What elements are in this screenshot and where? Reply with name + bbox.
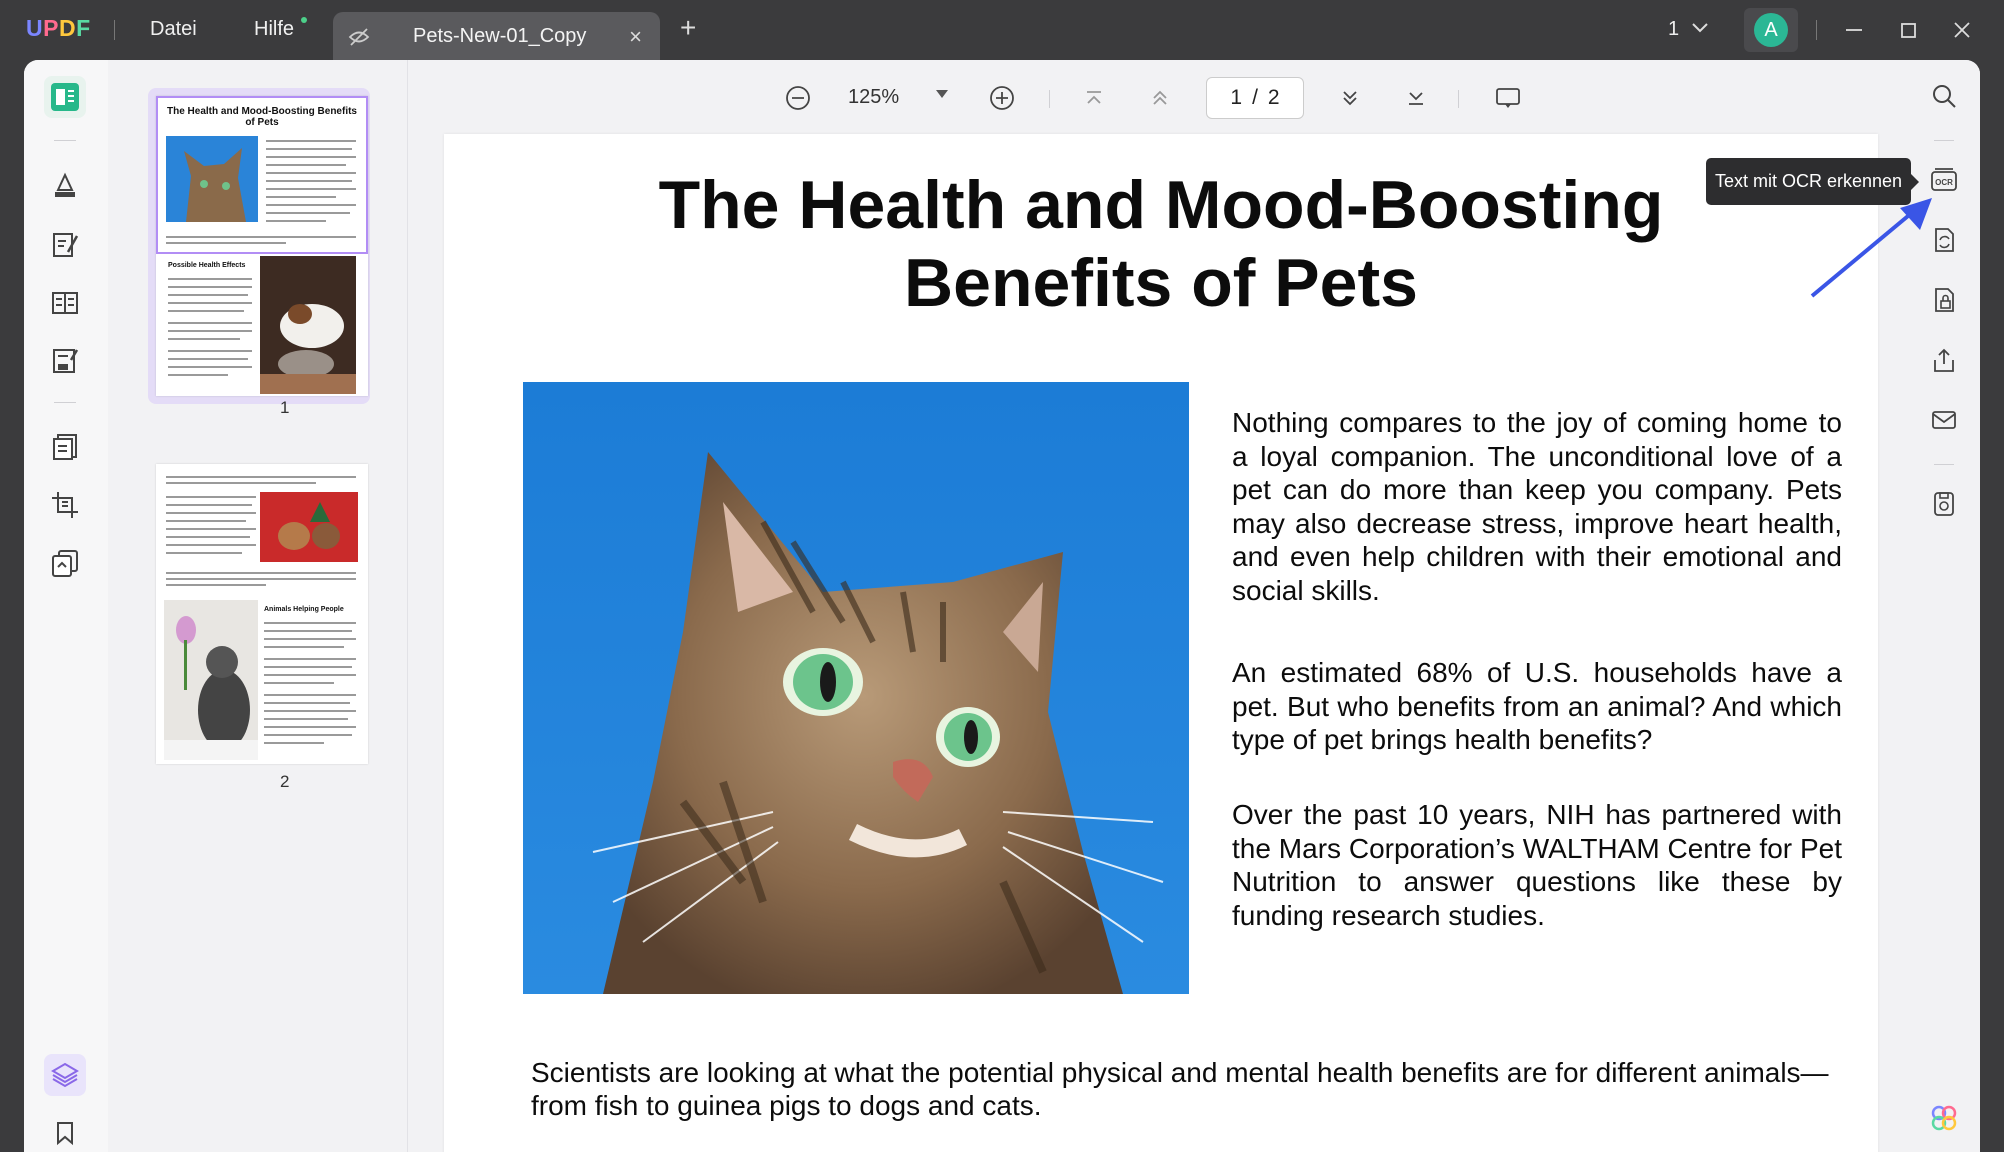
bookmark-icon — [52, 1120, 78, 1146]
thumbnail-page-number: 2 — [280, 772, 290, 791]
layers-button[interactable] — [44, 1054, 86, 1096]
maximize-icon[interactable] — [1892, 14, 1924, 46]
minimize-icon[interactable] — [1838, 14, 1870, 46]
document-tab-icon — [347, 25, 371, 49]
zoom-level[interactable]: 125% — [848, 86, 900, 108]
bottom-paragraph: Scientists are looking at what the potential physical and mental health benefits are for different animals—from fish to guinea pigs to dogs and cats. — [531, 1057, 1829, 1121]
new-tab-button[interactable]: + — [680, 12, 697, 43]
organize-pages-button[interactable] — [44, 426, 86, 468]
first-page-icon[interactable] — [1080, 84, 1108, 112]
ai-assistant-button[interactable] — [1926, 1100, 1962, 1136]
toolbar-separator — [54, 140, 76, 141]
crop-tool-button[interactable] — [44, 484, 86, 526]
layers-icon — [50, 1060, 80, 1090]
left-toolbar — [24, 60, 108, 1152]
page-separator: / — [1252, 86, 1258, 109]
document-title — [444, 166, 1878, 322]
previous-page-icon[interactable] — [1146, 84, 1174, 112]
last-page-icon[interactable] — [1402, 84, 1430, 112]
toolbar-separator — [1934, 464, 1954, 465]
svg-text:OCR: OCR — [1935, 178, 1953, 187]
document-title-line-1: The Health and Mood-Boosting — [658, 167, 1664, 243]
menu-file[interactable]: Datei — [150, 18, 197, 40]
ai-assistant-icon — [1929, 1103, 1959, 1133]
title-bar — [0, 0, 2004, 60]
thumbnail-page-1-preview — [156, 96, 368, 396]
ocr-button[interactable] — [1926, 162, 1962, 198]
ocr-tooltip: Text mit OCR erkennen — [1706, 158, 1911, 205]
highlighter-icon — [50, 170, 80, 200]
thumbnail-cat-flowers-image — [164, 600, 258, 760]
edit-pdf-button[interactable] — [44, 224, 86, 266]
edit-icon — [50, 230, 80, 260]
share-icon — [1930, 346, 1958, 374]
next-page-icon[interactable] — [1336, 84, 1364, 112]
crop-icon — [50, 490, 80, 520]
thumbnail-heading: Animals Helping People — [264, 606, 344, 613]
form-icon — [50, 346, 80, 376]
presentation-icon[interactable] — [1494, 84, 1522, 112]
current-page: 1 — [1230, 86, 1243, 109]
share-button[interactable] — [1926, 342, 1962, 378]
avatar: A — [1754, 13, 1788, 47]
thumbnail-panel — [108, 60, 408, 1152]
bookmark-button[interactable] — [44, 1112, 86, 1152]
paragraph-1: Nothing compares to the joy of coming home to a loyal companion. The unconditional love of a pet can do more than keep you company. Pets may also decrease stress, improve heart health, and even help children with their emotional and social skills. — [1232, 407, 1842, 606]
thumbnail-heading: Possible Health Effects — [168, 262, 246, 269]
pdf-page — [444, 134, 1878, 1152]
comment-tool-button[interactable] — [44, 164, 86, 206]
reader-icon — [49, 81, 81, 113]
thumbnail-page-2-preview — [156, 464, 368, 764]
thumbnail-page-number: 1 — [280, 398, 290, 417]
page-tools-button[interactable] — [44, 542, 86, 584]
paragraph-2: An estimated 68% of U.S. households have a pet. But who benefits from an animal? And which type of pet brings health benefits? — [1232, 657, 1842, 755]
zoom-out-icon[interactable] — [784, 84, 812, 112]
page-tools-icon — [50, 548, 80, 578]
email-button[interactable] — [1926, 402, 1962, 438]
title-separator — [114, 20, 115, 40]
cat-photo — [523, 382, 1189, 994]
chevron-down-icon[interactable] — [1690, 18, 1710, 38]
document-title-line-2: Benefits of Pets — [904, 245, 1418, 321]
view-toolbar — [408, 60, 1908, 136]
thumbnail-festive-image — [260, 492, 358, 562]
account-button[interactable] — [1744, 8, 1798, 52]
zoom-dropdown-icon[interactable] — [936, 90, 948, 98]
menu-help[interactable]: Hilfe — [254, 18, 295, 40]
document-tab[interactable] — [333, 12, 660, 60]
organize-icon — [50, 432, 80, 462]
toolbar-separator — [1458, 90, 1459, 108]
pages-icon — [50, 288, 80, 318]
page-number-input[interactable] — [1206, 77, 1304, 119]
document-viewer — [408, 60, 1908, 1152]
tab-close-icon[interactable]: × — [629, 24, 642, 49]
toolbar-separator — [1049, 90, 1050, 108]
main-area — [24, 60, 1980, 1152]
search-button[interactable] — [1926, 78, 1962, 114]
title-separator — [1816, 20, 1817, 40]
mail-icon — [1930, 406, 1958, 434]
search-icon — [1931, 83, 1957, 109]
thumbnail-page-1[interactable] — [148, 88, 370, 404]
paragraph-3: Over the past 10 years, NIH has partnered with the Mars Corporation’s WALTHAM Centre for Pet Nutrition to answer questions like these by funding research studies. — [1232, 799, 1842, 931]
pointer-arrow-icon — [1808, 196, 1938, 306]
ocr-icon — [1929, 165, 1959, 195]
thumbnail-selection-frame — [156, 96, 368, 254]
save-button[interactable] — [1926, 486, 1962, 522]
form-tool-button[interactable] — [44, 340, 86, 382]
reader-mode-button[interactable] — [44, 76, 86, 118]
thumbnail-title: The Health and Mood-Boosting Benefits of Pets — [167, 106, 357, 128]
thumbnail-page-2[interactable] — [148, 456, 370, 772]
page-display-button[interactable] — [44, 282, 86, 324]
toolbar-separator — [1934, 140, 1954, 141]
thumbnail-dog-image — [260, 256, 356, 394]
zoom-in-icon[interactable] — [988, 84, 1016, 112]
total-pages: 2 — [1267, 86, 1280, 109]
tab-title: Pets-New-01_Copy — [413, 25, 587, 47]
help-notification-dot — [301, 17, 307, 23]
close-window-icon[interactable] — [1946, 14, 1978, 46]
updf-logo: UPDF — [26, 15, 91, 41]
toolbar-separator — [54, 402, 76, 403]
window-count: 1 — [1668, 18, 1680, 40]
save-icon — [1930, 490, 1958, 518]
